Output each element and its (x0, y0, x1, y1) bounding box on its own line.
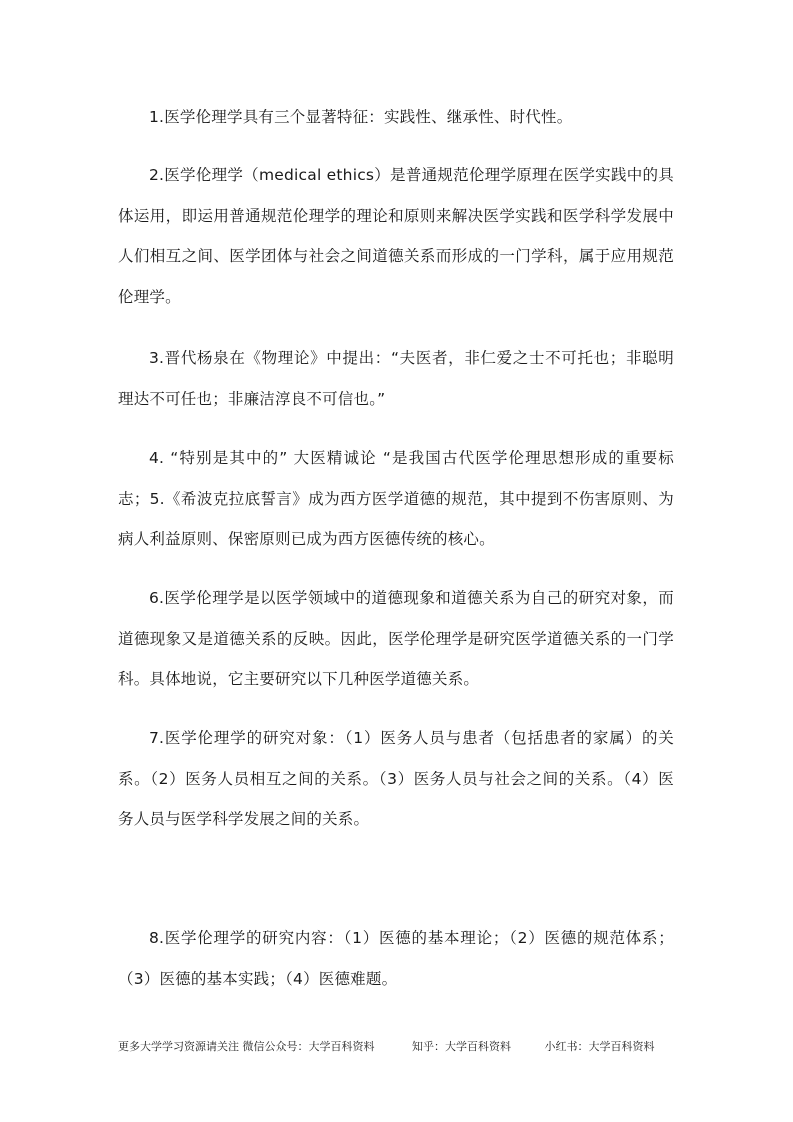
paragraph-2: 2.医学伦理学（medical ethics）是普通规范伦理学原理在医学实践中的具体运用，即运用普通规范伦理学的理论和原则来解决医学实践和医学科学发展中人们相互之间、医学团体与社会之间道德关系而形成的一门学科，属于应用规范伦理学。 (118, 166, 674, 306)
page-footer (118, 1038, 678, 1054)
footer-wechat: 更多大学学习资源请关注 微信公众号：大学百科资料 (118, 1040, 375, 1053)
paragraph-7: 7.医学伦理学的研究对象：（1）医务人员与患者（包括患者的家属）的关系。（2）医务人员相互之间的关系。（3）医务人员与社会之间的关系。（4）医务人员与医学科学发展之间的关系。 (118, 729, 674, 828)
paragraph-4-5: 4. “特别是其中的” 大医精诚论 “是我国古代医学伦理思想形成的重要标志；5.《希波克拉底誓言》成为西方医学道德的规范，其中提到不伤害原则、为病人利益原则、保密原则已成为西方医德传统的核心。 (118, 449, 674, 548)
paragraph-6: 6.医学伦理学是以医学领域中的道德现象和道德关系为自己的研究对象，而道德现象又是道德关系的反映。因此，医学伦理学是研究医学道德关系的一门学科。具体地说，它主要研究以下几种医学道德关系。 (118, 589, 674, 688)
paragraph-8: 8.医学伦理学的研究内容：（1）医德的基本理论；（2）医德的规范体系；（3）医德的基本实践；（4）医德难题。 (118, 929, 674, 988)
footer-zhihu: 知乎：大学百科资料 (412, 1040, 511, 1053)
footer-xiaohongshu: 小红书：大学百科资料 (544, 1040, 655, 1053)
paragraph-3: 3.晋代杨泉在《物理论》中提出：“夫医者，非仁爱之士不可托也；非聪明理达不可任也；非廉洁淳良不可信也。” (118, 349, 674, 408)
paragraph-1: 1.医学伦理学具有三个显著特征：实践性、继承性、时代性。 (149, 108, 573, 126)
